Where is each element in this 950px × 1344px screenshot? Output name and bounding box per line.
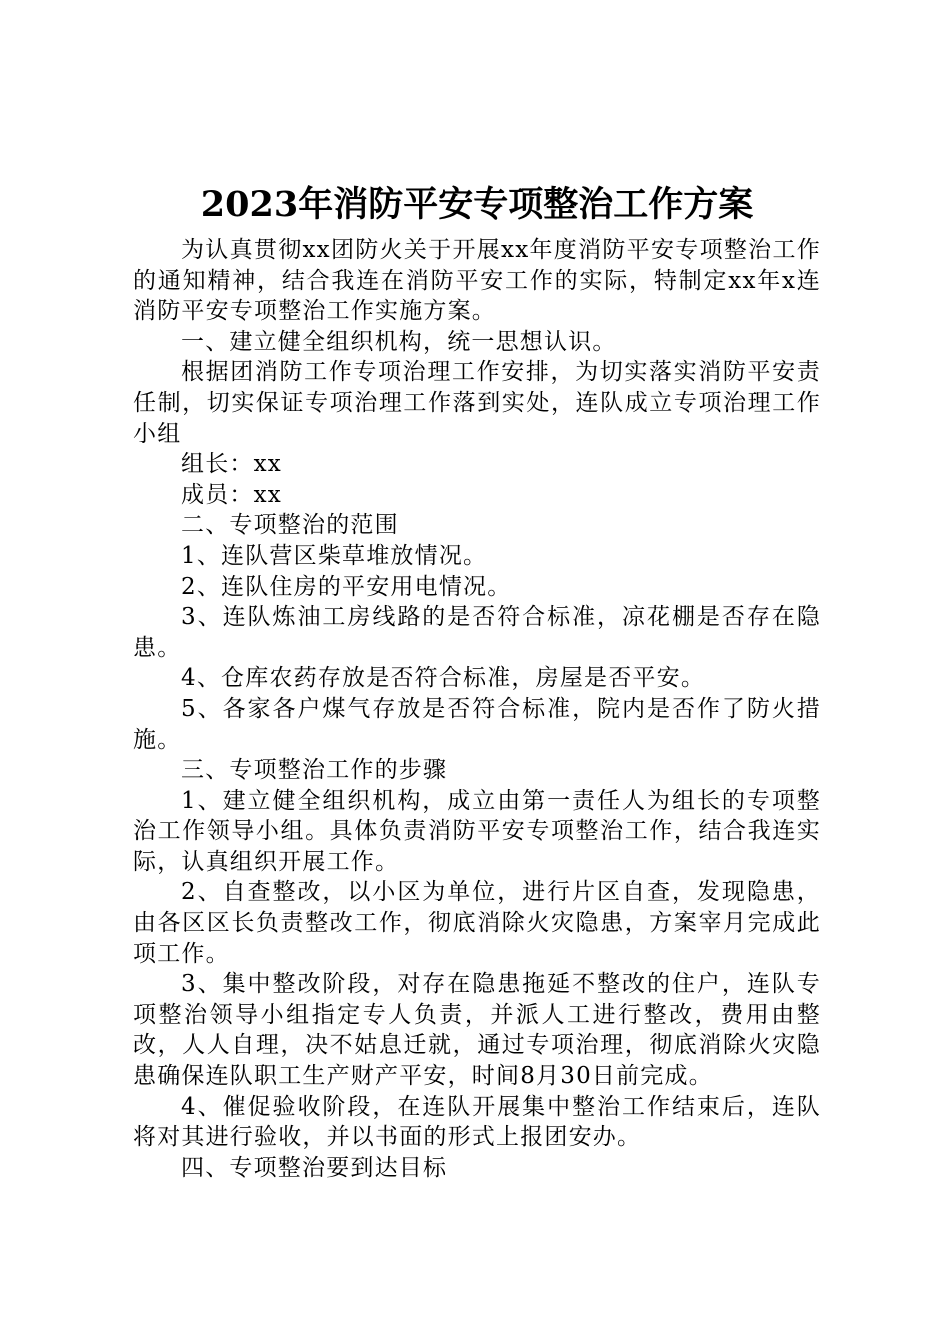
scope-item-1: 1、连队营区柴草堆放情况。 <box>181 542 488 569</box>
scope-item-3: 3、连队炼油工房线路的是否符合标准，凉花棚是否存在隐患。 <box>133 604 821 661</box>
scope-item-2: 2、连队住房的平安用电情况。 <box>181 573 512 600</box>
step-item-4: 4、催促验收阶段，在连队开展集中整治工作结束后，连队将对其进行验收，并以书面的形式上报团安办。 <box>133 1093 821 1151</box>
step-item-1: 1、建立健全组织机构，成立由第一责任人为组长的专项整治工作领导小组。具体负责消防平安专项整治工作，结合我连实际，认真组织开展工作。 <box>133 787 821 875</box>
section-heading-3: 三、专项整治工作的步骤 <box>181 757 448 784</box>
scope-item-4: 4、仓库农药存放是否符合标准，房屋是否平安。 <box>181 665 706 692</box>
team-leader: 组长：xx <box>181 451 282 478</box>
section-heading-2: 二、专项整治的范围 <box>181 512 399 539</box>
document-title: 2023年消防平安专项整治工作方案 <box>200 184 754 225</box>
section-heading-4: 四、专项整治要到达目标 <box>181 1154 448 1181</box>
team-members: 成员：xx <box>181 481 282 508</box>
step-item-2: 2、自查整改，以小区为单位，进行片区自查，发现隐患，由各区区长负责整改工作，彻底消除火灾隐患，方案宰月完成此项工作。 <box>133 879 821 967</box>
section-heading-1: 一、建立健全组织机构，统一思想认识。 <box>181 328 617 355</box>
document-page <box>133 178 821 1183</box>
scope-item-5: 5、各家各户煤气存放是否符合标准，院内是否作了防火措施。 <box>133 695 821 753</box>
step-item-3: 3、集中整改阶段，对存在隐患拖延不整改的住户，连队专项整治领导小组指定专人负责，并派人工进行整改，费用由整改，人人自理，决不姑息迁就，通过专项治理，彻底消除火灾隐患确保连队职工生产财产平安，时间8月30日前完成。 <box>133 971 821 1090</box>
paragraph-organization: 根据团消防工作专项治理工作安排，为切实落实消防平安责任制，切实保证专项治理工作落到实处，连队成立专项治理工作小组 <box>133 359 821 447</box>
paragraph-intro: 为认真贯彻xx团防火关于开展xx年度消防平安专项整治工作的通知精神，结合我连在消防平安工作的实际，特制定xx年x连消防平安专项整治工作实施方案。 <box>133 237 821 325</box>
